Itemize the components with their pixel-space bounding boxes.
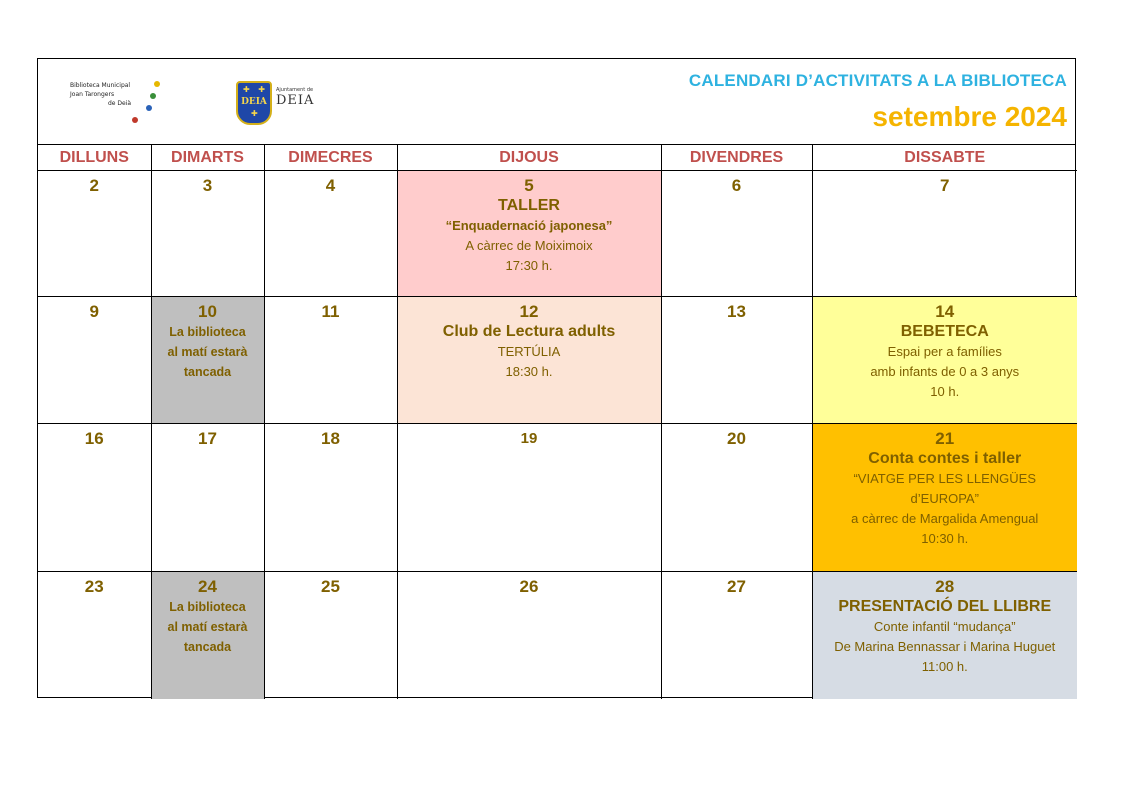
day-number: 19 bbox=[520, 430, 538, 447]
event-title: BEBETECA bbox=[900, 323, 989, 340]
day-cell-closed bbox=[151, 297, 264, 424]
library-logo bbox=[70, 81, 160, 131]
day-number: 7 bbox=[940, 176, 950, 195]
logo-dot-icon bbox=[132, 117, 138, 123]
day-number: 25 bbox=[321, 577, 340, 596]
day-cell bbox=[264, 171, 397, 297]
week-row bbox=[38, 171, 1077, 297]
day-number: 5 bbox=[524, 176, 534, 195]
town-logo-small-text: Ajuntament de bbox=[276, 87, 314, 93]
weekday-header: DIMECRES bbox=[264, 145, 397, 171]
day-number: 26 bbox=[519, 577, 539, 596]
day-cell bbox=[397, 572, 661, 700]
day-cell bbox=[397, 424, 661, 572]
week-row bbox=[38, 572, 1077, 700]
day-number: 13 bbox=[727, 302, 746, 321]
event-title: TALLER bbox=[498, 197, 560, 214]
day-number: 28 bbox=[935, 577, 955, 596]
weekday-header: DIVENDRES bbox=[661, 145, 812, 171]
event-title: PRESENTACIÓ DEL LLIBRE bbox=[838, 598, 1052, 615]
day-number: 12 bbox=[519, 302, 539, 321]
closed-notice: tancada bbox=[183, 365, 232, 379]
event-time: 10:30 h. bbox=[921, 531, 969, 546]
event-line: Conte infantil “mudança” bbox=[873, 619, 1016, 634]
day-number: 21 bbox=[935, 429, 955, 448]
page-title: CALENDARI D’ACTIVITATS A LA BIBLIOTECA bbox=[688, 71, 1067, 90]
event-title: Club de Lectura adults bbox=[442, 323, 616, 340]
day-cell bbox=[151, 424, 264, 572]
day-number: 4 bbox=[325, 176, 336, 195]
day-cell bbox=[661, 572, 812, 700]
library-logo-line-1: Biblioteca Municipal bbox=[70, 82, 131, 89]
town-shield-text: DEIA bbox=[241, 97, 267, 107]
event-subtitle: “Enquadernació japonesa” bbox=[445, 218, 613, 233]
day-cell bbox=[812, 171, 1077, 297]
day-cell-event bbox=[397, 297, 661, 424]
day-number: 6 bbox=[731, 176, 742, 195]
logo-dot-icon bbox=[154, 81, 160, 87]
event-line: TERTÚLIA bbox=[497, 344, 561, 359]
logo-dot-icon bbox=[146, 105, 152, 111]
event-line: a càrrec de Margalida Amengual bbox=[851, 511, 1039, 526]
closed-notice: La biblioteca bbox=[169, 325, 246, 339]
calendar-sheet bbox=[37, 58, 1076, 698]
day-cell-event bbox=[812, 572, 1077, 700]
event-line: De Marina Bennassar i Marina Huguet bbox=[834, 639, 1056, 654]
town-shield-icon: ✚ ✚ DEIA ✚ bbox=[236, 81, 272, 125]
day-cell bbox=[264, 424, 397, 572]
day-number: 9 bbox=[89, 302, 99, 321]
day-cell bbox=[264, 297, 397, 424]
library-logo-line-3: de Deià bbox=[108, 100, 132, 107]
day-cell bbox=[661, 424, 812, 572]
day-cell bbox=[661, 297, 812, 424]
month-title: setembre 2024 bbox=[872, 101, 1067, 132]
weekday-header: DILLUNS bbox=[38, 145, 151, 171]
closed-notice: al matí estarà bbox=[167, 345, 248, 359]
calendar-grid bbox=[38, 145, 1077, 699]
weekday-header: DISSABTE bbox=[812, 145, 1077, 171]
event-line: amb infants de 0 a 3 anys bbox=[870, 364, 1020, 379]
town-logo-name: DEIA bbox=[276, 93, 315, 108]
week-row bbox=[38, 297, 1077, 424]
event-line: “VIATGE PER LES LLENGÜES bbox=[853, 471, 1037, 486]
day-cell bbox=[38, 297, 151, 424]
event-time: 10 h. bbox=[930, 384, 960, 399]
day-cell bbox=[38, 572, 151, 700]
day-number: 14 bbox=[935, 302, 955, 321]
week-row bbox=[38, 424, 1077, 572]
day-cell-event bbox=[812, 297, 1077, 424]
logo-dot-icon bbox=[150, 93, 156, 99]
day-number: 16 bbox=[84, 429, 104, 448]
closed-notice: La biblioteca bbox=[169, 600, 246, 614]
day-number: 20 bbox=[727, 429, 746, 448]
closed-notice: tancada bbox=[183, 640, 232, 654]
day-cell bbox=[151, 171, 264, 297]
weekday-header: DIMARTS bbox=[151, 145, 264, 171]
day-number: 18 bbox=[321, 429, 340, 448]
day-cell bbox=[264, 572, 397, 700]
event-time: 18:30 h. bbox=[505, 364, 553, 379]
closed-notice: al matí estarà bbox=[167, 620, 248, 634]
day-cell bbox=[661, 171, 812, 297]
town-logo bbox=[236, 81, 326, 127]
day-cell-closed bbox=[151, 572, 264, 700]
day-number: 2 bbox=[89, 176, 99, 195]
event-time: 17:30 h. bbox=[505, 258, 553, 273]
day-number: 24 bbox=[198, 577, 217, 596]
day-cell bbox=[38, 424, 151, 572]
day-number: 10 bbox=[198, 302, 217, 321]
event-line: A càrrec de Moiximoix bbox=[465, 238, 593, 253]
event-line: d’EUROPA” bbox=[910, 491, 979, 506]
day-number: 27 bbox=[727, 577, 746, 596]
event-time: 11:00 h. bbox=[921, 659, 968, 674]
day-cell-event bbox=[397, 171, 661, 297]
event-line: Espai per a famílies bbox=[887, 344, 1002, 359]
event-title: Conta contes i taller bbox=[868, 450, 1022, 467]
day-cell-event bbox=[812, 424, 1077, 572]
day-cell bbox=[38, 171, 151, 297]
day-number: 11 bbox=[321, 302, 340, 321]
library-logo-line-2: Joan Tarongers bbox=[70, 91, 115, 98]
calendar-header bbox=[38, 59, 1075, 145]
day-number: 23 bbox=[84, 577, 104, 596]
weekday-header-row bbox=[38, 145, 1077, 171]
weekday-header: DIJOUS bbox=[397, 145, 661, 171]
day-number: 3 bbox=[202, 176, 213, 195]
day-number: 17 bbox=[198, 429, 217, 448]
